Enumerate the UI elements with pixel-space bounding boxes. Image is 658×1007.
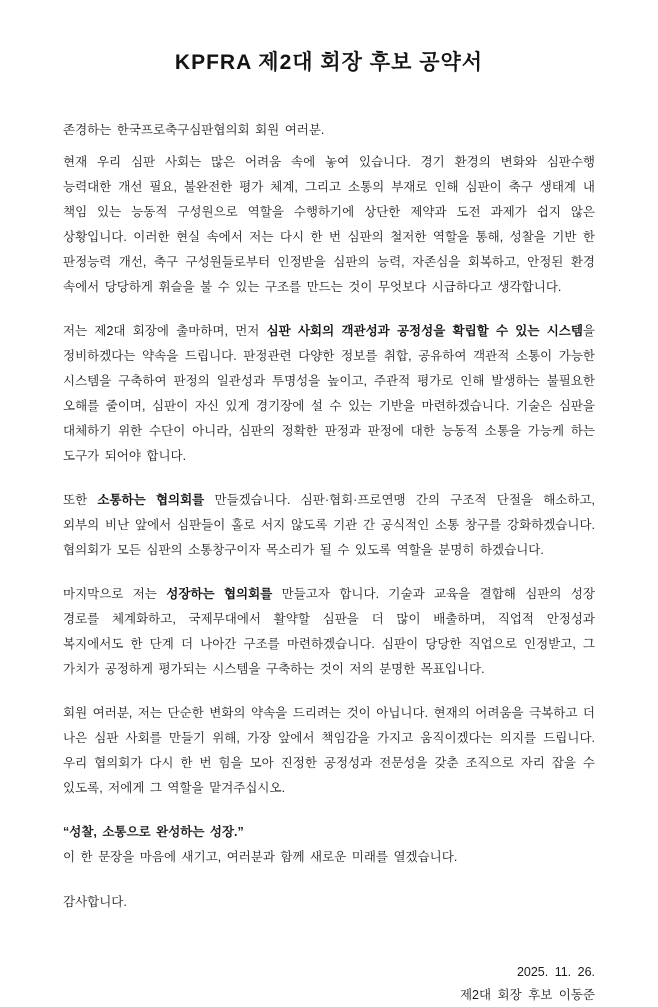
paragraph-text: 회원 여러분, 저는 단순한 변화의 약속을 드리려는 것이 아닙니다. 현재의 어려움을 극복하고 더 나은 심판 사회를 만들기 위해, 가장 앞에서 책임감을 가지고 움직이겠다는 의지를 드립니다. 우리 협의회가 다시 한 번 힘을 모아 진정한 공정성과 전문성을 갖춘 조직으로 자리 잡을 수 있도록, 저에게 그 역할을 맡겨주십시오. — [63, 706, 595, 795]
greeting-line: 존경하는 한국프로축구심판협의회 회원 여러분. — [63, 123, 325, 137]
closing-thanks: 감사합니다. — [63, 895, 127, 909]
candidate-signature: 제2대 회장 후보 이동준 — [459, 988, 595, 1002]
slogan-followup: 이 한 문장을 마음에 새기고, 여러분과 함께 새로운 미래를 열겠습니다. — [63, 850, 458, 864]
paragraph-text: 또한 — [63, 493, 98, 507]
paragraph-text: 만들고자 합니다. 기술과 교육을 결합해 심판의 성장 경로를 체계화하고, 국제무대에서 활약할 심판을 더 많이 배출하며, 직업적 안정성과 복지에서도 한 단계 더 나아간 구조를 마련하겠습니다. 심판이 당당한 직업으로 인정받고, 그 가치가 공정하게 평가되는 시스템을 구축하는 것이 저의 분명한 목표입니다. — [63, 587, 595, 676]
paragraph-growing-council — [63, 582, 595, 682]
paragraph-text: 을 정비하겠다는 약속을 드립니다. 판정관련 다양한 정보를 취합, 공유하여 객관적 소통이 가능한 시스템을 구축하여 판정의 일관성과 투명성을 높이고, 주관적 평가로 인해 발생하는 불필요한 오해를 줄이며, 심판이 자신 있게 경기장에 설 수 있는 기반을 마련하겠습니다. 기술은 심판을 대체하기 위한 수단이 아니라, 심판의 정확한 판정과 판정에 대한 능동적 소통을 가능케 하는 도구가 되어야 합니다. — [63, 324, 595, 463]
signature-block — [63, 961, 595, 1007]
page-title: KPFRA 제2대 회장 후보 공약서 — [174, 51, 484, 74]
paragraph-bold-text: 소통하는 협의회를 — [97, 493, 205, 507]
paragraph-bold-text: 심판 사회의 객관성과 공정성을 확립할 수 있는 시스템 — [266, 324, 583, 338]
paragraph-bold-text: 성장하는 협의회를 — [166, 587, 273, 601]
paragraph-text: 만들겠습니다. 심판·협회·프로연맹 간의 구조적 단절을 해소하고, 외부의 비난 앞에서 심판들이 홀로 서지 않도록 기관 간 공식적인 소통 창구를 강화하겠습니다. 협의회가 모든 심판의 소통창구이자 목소리가 될 수 있도록 역할을 분명히 하겠습니다. — [63, 493, 596, 557]
paragraph-fairness-system — [63, 319, 595, 469]
paragraph-text: 마지막으로 저는 — [63, 587, 167, 601]
slogan-quote: “성찰, 소통으로 완성하는 성장.” — [63, 825, 244, 839]
paragraph-current-situation — [63, 150, 595, 300]
paragraph-text: 저는 제2대 회장에 출마하며, 먼저 — [63, 324, 267, 338]
document-date: 2025. 11. 26. — [516, 965, 595, 979]
paragraph-commitment — [63, 701, 595, 801]
paragraph-text: 현재 우리 심판 사회는 많은 어려움 속에 놓여 있습니다. 경기 환경의 변화와 심판수행 능력대한 개선 필요, 불완전한 평가 체계, 그리고 소통의 부재로 인해 심판이 축구 생태계 내 책임 있는 능동적 구성원으로 역할을 수행하기에 상단한 제약과 도전 과제가 쉽지 않은 상황입니다. 이러한 현실 속에서 저는 다시 한 번 심판의 철저한 역할을 통해, 성찰을 기반 한 판정능력 개선, 축구 구성원들로부터 인정받을 심판의 능력, 자존심을 회복하고, 안정된 환경 속에서 당당하게 휘슬을 불 수 있는 구조를 만드는 것이 무엇보다 시급하다고 생각합니다. — [63, 155, 595, 294]
paragraph-communicating-council — [63, 488, 595, 563]
